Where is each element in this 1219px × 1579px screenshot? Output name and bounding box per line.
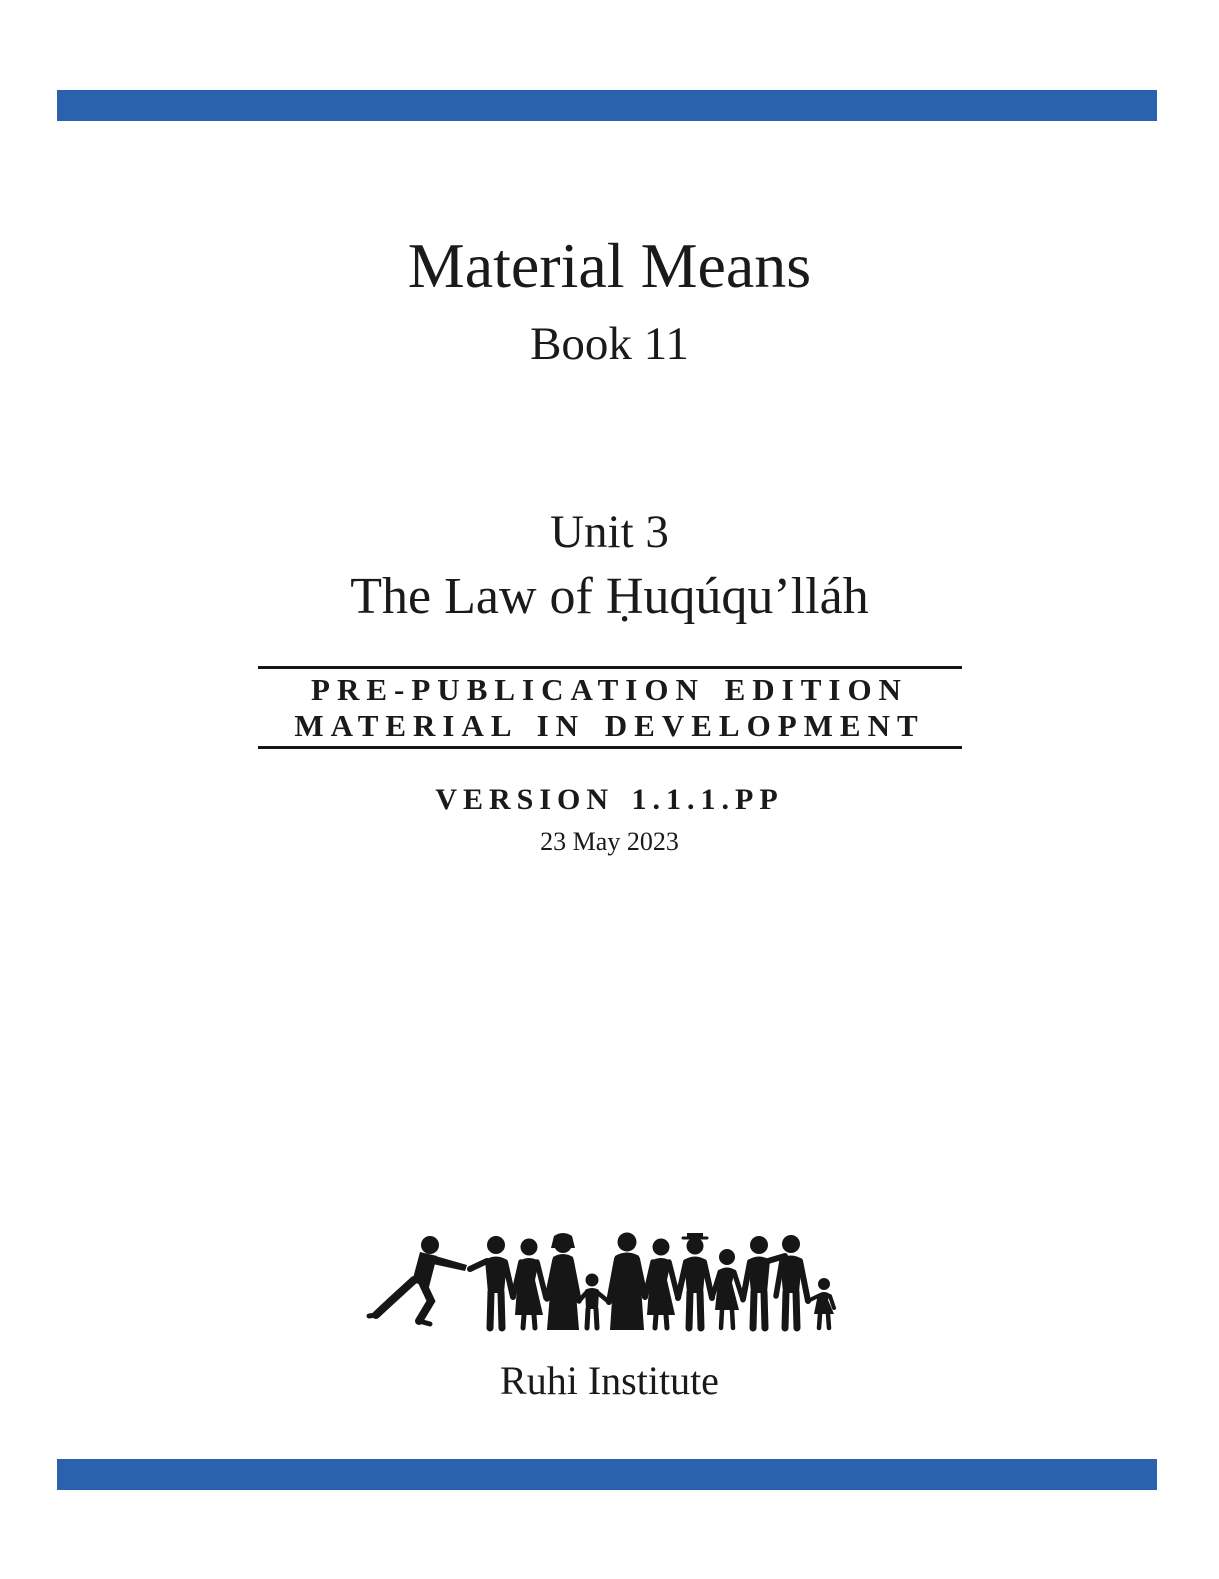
notice-line-2: MATERIAL IN DEVELOPMENT — [294, 708, 925, 743]
document-title: Material Means — [407, 230, 812, 301]
bottom-accent-bar — [57, 1459, 1157, 1490]
version-label: VERSION 1.1.1.PP — [435, 783, 784, 816]
unit-title: The Law of Ḥuqúqu’lláh — [350, 568, 869, 625]
book-number: Book 11 — [530, 318, 689, 370]
publisher-name: Ruhi Institute — [500, 1358, 719, 1403]
prepublication-notice — [258, 666, 962, 749]
notice-line-1: PRE-PUBLICATION EDITION — [311, 672, 908, 707]
ruhi-logo — [0, 1230, 1219, 1339]
date-label: 23 May 2023 — [540, 827, 679, 856]
people-silhouette-icon — [366, 1230, 854, 1334]
unit-number: Unit 3 — [550, 506, 669, 558]
top-accent-bar — [57, 90, 1157, 121]
